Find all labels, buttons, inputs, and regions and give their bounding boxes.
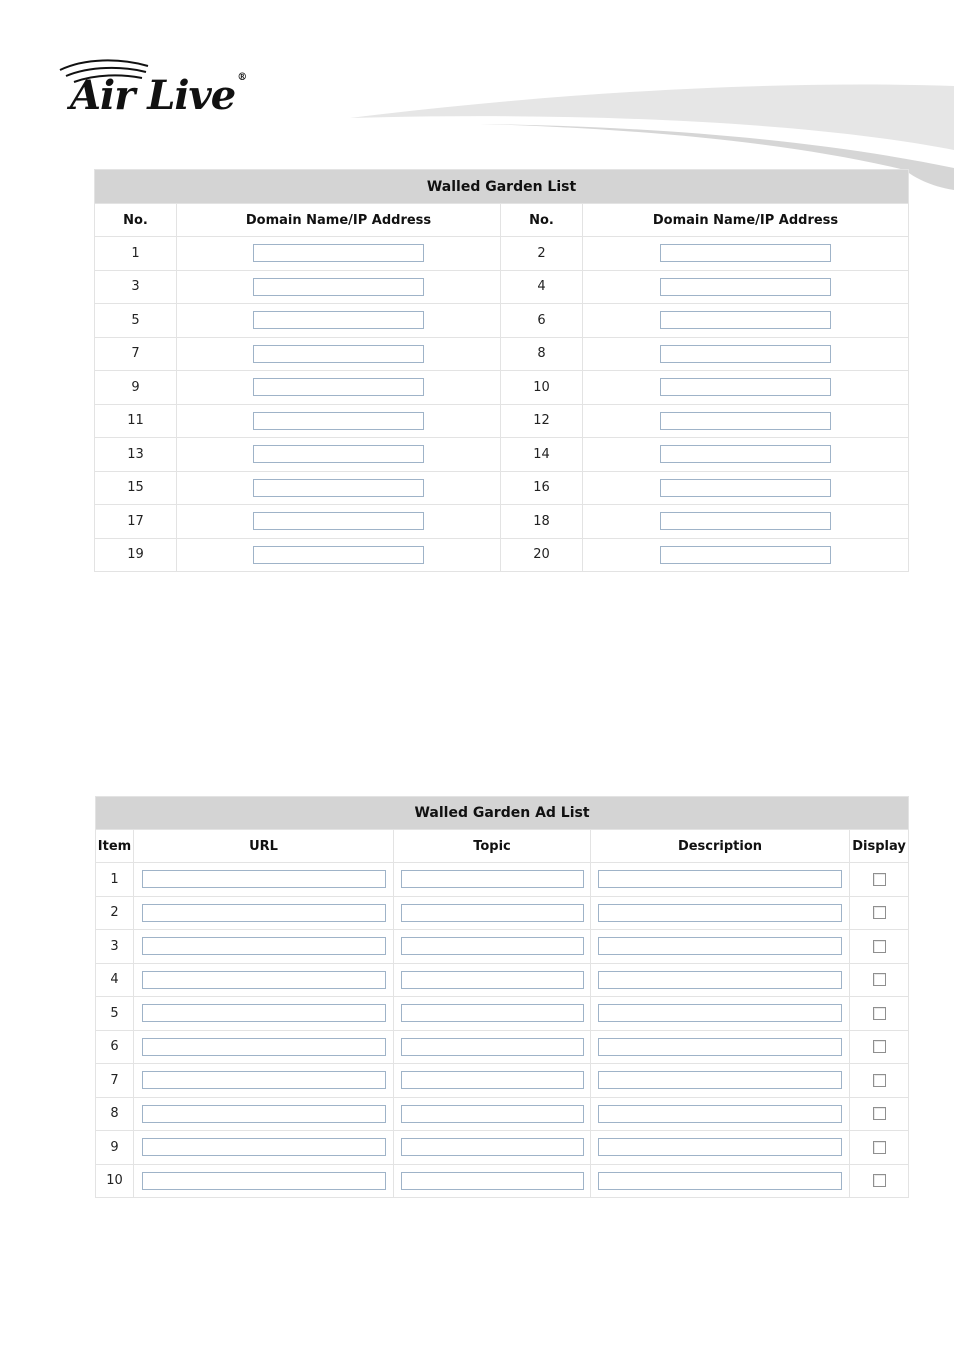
url-cell <box>134 1064 394 1098</box>
topic-cell <box>394 963 591 997</box>
display-cell <box>850 963 909 997</box>
description-cell <box>591 1164 850 1198</box>
display-cell <box>850 863 909 897</box>
domain-input[interactable] <box>660 412 831 430</box>
table-row <box>95 237 909 271</box>
row-number: 9 <box>95 371 177 405</box>
domain-input[interactable] <box>253 479 424 497</box>
display-checkbox[interactable] <box>873 1141 886 1154</box>
domain-input[interactable] <box>253 278 424 296</box>
table-row <box>96 963 909 997</box>
description-input[interactable] <box>598 870 842 888</box>
column-header-topic: Topic <box>394 830 591 863</box>
column-header-domain: Domain Name/IP Address <box>583 204 909 237</box>
topic-cell <box>394 1064 591 1098</box>
description-cell <box>591 963 850 997</box>
domain-cell <box>583 505 909 539</box>
domain-cell <box>583 337 909 371</box>
table-row <box>96 1164 909 1198</box>
display-checkbox[interactable] <box>873 1174 886 1187</box>
row-number: 2 <box>501 237 583 271</box>
domain-input[interactable] <box>253 546 424 564</box>
row-number: 20 <box>501 538 583 572</box>
domain-input[interactable] <box>660 345 831 363</box>
table-row <box>95 471 909 505</box>
topic-cell <box>394 1030 591 1064</box>
domain-cell <box>583 438 909 472</box>
description-cell <box>591 863 850 897</box>
table-row <box>96 896 909 930</box>
domain-input[interactable] <box>253 244 424 262</box>
domain-input[interactable] <box>253 345 424 363</box>
topic-input[interactable] <box>401 1172 584 1190</box>
column-header-no: No. <box>95 204 177 237</box>
domain-cell <box>583 371 909 405</box>
walled-garden-list-table <box>94 169 909 572</box>
topic-input[interactable] <box>401 971 584 989</box>
registered-mark: ® <box>237 72 247 83</box>
row-number: 18 <box>501 505 583 539</box>
display-cell <box>850 1064 909 1098</box>
table-row <box>95 270 909 304</box>
row-number: 19 <box>95 538 177 572</box>
description-input[interactable] <box>598 904 842 922</box>
url-cell <box>134 1097 394 1131</box>
table-row <box>95 404 909 438</box>
item-number: 8 <box>96 1097 134 1131</box>
table-row <box>95 438 909 472</box>
domain-input[interactable] <box>660 311 831 329</box>
url-cell <box>134 997 394 1031</box>
domain-input[interactable] <box>660 445 831 463</box>
display-checkbox[interactable] <box>873 1074 886 1087</box>
walled-garden-ad-list-body <box>96 863 909 1198</box>
domain-cell <box>177 270 501 304</box>
url-cell <box>134 1131 394 1165</box>
row-number: 10 <box>501 371 583 405</box>
topic-cell <box>394 1131 591 1165</box>
domain-input[interactable] <box>253 378 424 396</box>
walled-garden-list-title: Walled Garden List <box>95 170 909 204</box>
table-row <box>96 930 909 964</box>
description-cell <box>591 1064 850 1098</box>
domain-cell <box>177 304 501 338</box>
display-checkbox[interactable] <box>873 906 886 919</box>
item-number: 1 <box>96 863 134 897</box>
topic-cell <box>394 896 591 930</box>
display-cell <box>850 1030 909 1064</box>
description-input[interactable] <box>598 1071 842 1089</box>
column-header-url: URL <box>134 830 394 863</box>
display-cell <box>850 930 909 964</box>
domain-cell <box>177 237 501 271</box>
domain-input[interactable] <box>253 412 424 430</box>
domain-cell <box>177 404 501 438</box>
topic-input[interactable] <box>401 1071 584 1089</box>
column-header-description: Description <box>591 830 850 863</box>
domain-input[interactable] <box>660 479 831 497</box>
display-checkbox[interactable] <box>873 973 886 986</box>
display-checkbox[interactable] <box>873 940 886 953</box>
row-number: 13 <box>95 438 177 472</box>
description-input[interactable] <box>598 1004 842 1022</box>
url-input[interactable] <box>142 1172 386 1190</box>
domain-input[interactable] <box>253 445 424 463</box>
table-row <box>95 538 909 572</box>
domain-cell <box>177 505 501 539</box>
description-cell <box>591 930 850 964</box>
item-number: 4 <box>96 963 134 997</box>
url-cell <box>134 930 394 964</box>
display-cell <box>850 997 909 1031</box>
url-cell <box>134 863 394 897</box>
url-input[interactable] <box>142 870 386 888</box>
table-row <box>96 1064 909 1098</box>
row-number: 6 <box>501 304 583 338</box>
item-number: 10 <box>96 1164 134 1198</box>
topic-input[interactable] <box>401 1038 584 1056</box>
url-input[interactable] <box>142 1138 386 1156</box>
topic-cell <box>394 1097 591 1131</box>
item-number: 6 <box>96 1030 134 1064</box>
url-cell <box>134 963 394 997</box>
url-cell <box>134 1030 394 1064</box>
row-number: 3 <box>95 270 177 304</box>
topic-cell <box>394 1164 591 1198</box>
row-number: 16 <box>501 471 583 505</box>
url-cell <box>134 896 394 930</box>
domain-input[interactable] <box>660 512 831 530</box>
walled-garden-list-body <box>95 237 909 572</box>
domain-cell <box>583 237 909 271</box>
topic-input[interactable] <box>401 937 584 955</box>
domain-cell <box>177 371 501 405</box>
domain-cell <box>583 404 909 438</box>
url-input[interactable] <box>142 1038 386 1056</box>
row-number: 14 <box>501 438 583 472</box>
domain-input[interactable] <box>660 244 831 262</box>
description-input[interactable] <box>598 1172 842 1190</box>
url-input[interactable] <box>142 1105 386 1123</box>
airlive-logo: Air Live ® <box>70 72 247 119</box>
display-cell <box>850 1164 909 1198</box>
url-input[interactable] <box>142 937 386 955</box>
url-input[interactable] <box>142 904 386 922</box>
table-row <box>96 1131 909 1165</box>
table-row <box>96 863 909 897</box>
column-header-display: Display <box>850 830 909 863</box>
row-number: 1 <box>95 237 177 271</box>
table-row <box>95 371 909 405</box>
description-cell <box>591 997 850 1031</box>
description-input[interactable] <box>598 1138 842 1156</box>
row-number: 17 <box>95 505 177 539</box>
domain-cell <box>583 270 909 304</box>
walled-garden-ad-list-table <box>95 796 909 1198</box>
display-cell <box>850 1097 909 1131</box>
item-number: 9 <box>96 1131 134 1165</box>
url-input[interactable] <box>142 971 386 989</box>
column-header-no: No. <box>501 204 583 237</box>
domain-input[interactable] <box>660 278 831 296</box>
url-cell <box>134 1164 394 1198</box>
display-checkbox[interactable] <box>873 873 886 886</box>
row-number: 8 <box>501 337 583 371</box>
row-number: 7 <box>95 337 177 371</box>
walled-garden-ad-list-title: Walled Garden Ad List <box>96 797 909 830</box>
domain-cell <box>177 471 501 505</box>
table-row <box>96 1097 909 1131</box>
topic-cell <box>394 863 591 897</box>
row-number: 5 <box>95 304 177 338</box>
display-cell <box>850 896 909 930</box>
domain-cell <box>583 538 909 572</box>
table-row <box>96 1030 909 1064</box>
description-input[interactable] <box>598 937 842 955</box>
topic-input[interactable] <box>401 1105 584 1123</box>
table-row <box>96 997 909 1031</box>
domain-input[interactable] <box>660 378 831 396</box>
description-input[interactable] <box>598 971 842 989</box>
display-checkbox[interactable] <box>873 1040 886 1053</box>
item-number: 7 <box>96 1064 134 1098</box>
domain-input[interactable] <box>660 546 831 564</box>
domain-cell <box>583 471 909 505</box>
table-row <box>95 337 909 371</box>
domain-cell <box>583 304 909 338</box>
row-number: 4 <box>501 270 583 304</box>
row-number: 12 <box>501 404 583 438</box>
item-number: 2 <box>96 896 134 930</box>
description-cell <box>591 896 850 930</box>
topic-input[interactable] <box>401 1138 584 1156</box>
topic-cell <box>394 930 591 964</box>
description-input[interactable] <box>598 1105 842 1123</box>
topic-input[interactable] <box>401 904 584 922</box>
topic-input[interactable] <box>401 870 584 888</box>
domain-input[interactable] <box>253 311 424 329</box>
url-input[interactable] <box>142 1004 386 1022</box>
display-checkbox[interactable] <box>873 1007 886 1020</box>
topic-cell <box>394 997 591 1031</box>
row-number: 11 <box>95 404 177 438</box>
item-number: 5 <box>96 997 134 1031</box>
table-row <box>95 505 909 539</box>
table-row <box>95 304 909 338</box>
description-input[interactable] <box>598 1038 842 1056</box>
topic-input[interactable] <box>401 1004 584 1022</box>
url-input[interactable] <box>142 1071 386 1089</box>
domain-cell <box>177 538 501 572</box>
description-cell <box>591 1030 850 1064</box>
description-cell <box>591 1131 850 1165</box>
domain-cell <box>177 438 501 472</box>
display-checkbox[interactable] <box>873 1107 886 1120</box>
description-cell <box>591 1097 850 1131</box>
column-header-item: Item <box>96 830 134 863</box>
item-number: 3 <box>96 930 134 964</box>
row-number: 15 <box>95 471 177 505</box>
domain-input[interactable] <box>253 512 424 530</box>
display-cell <box>850 1131 909 1165</box>
column-header-domain: Domain Name/IP Address <box>177 204 501 237</box>
domain-cell <box>177 337 501 371</box>
